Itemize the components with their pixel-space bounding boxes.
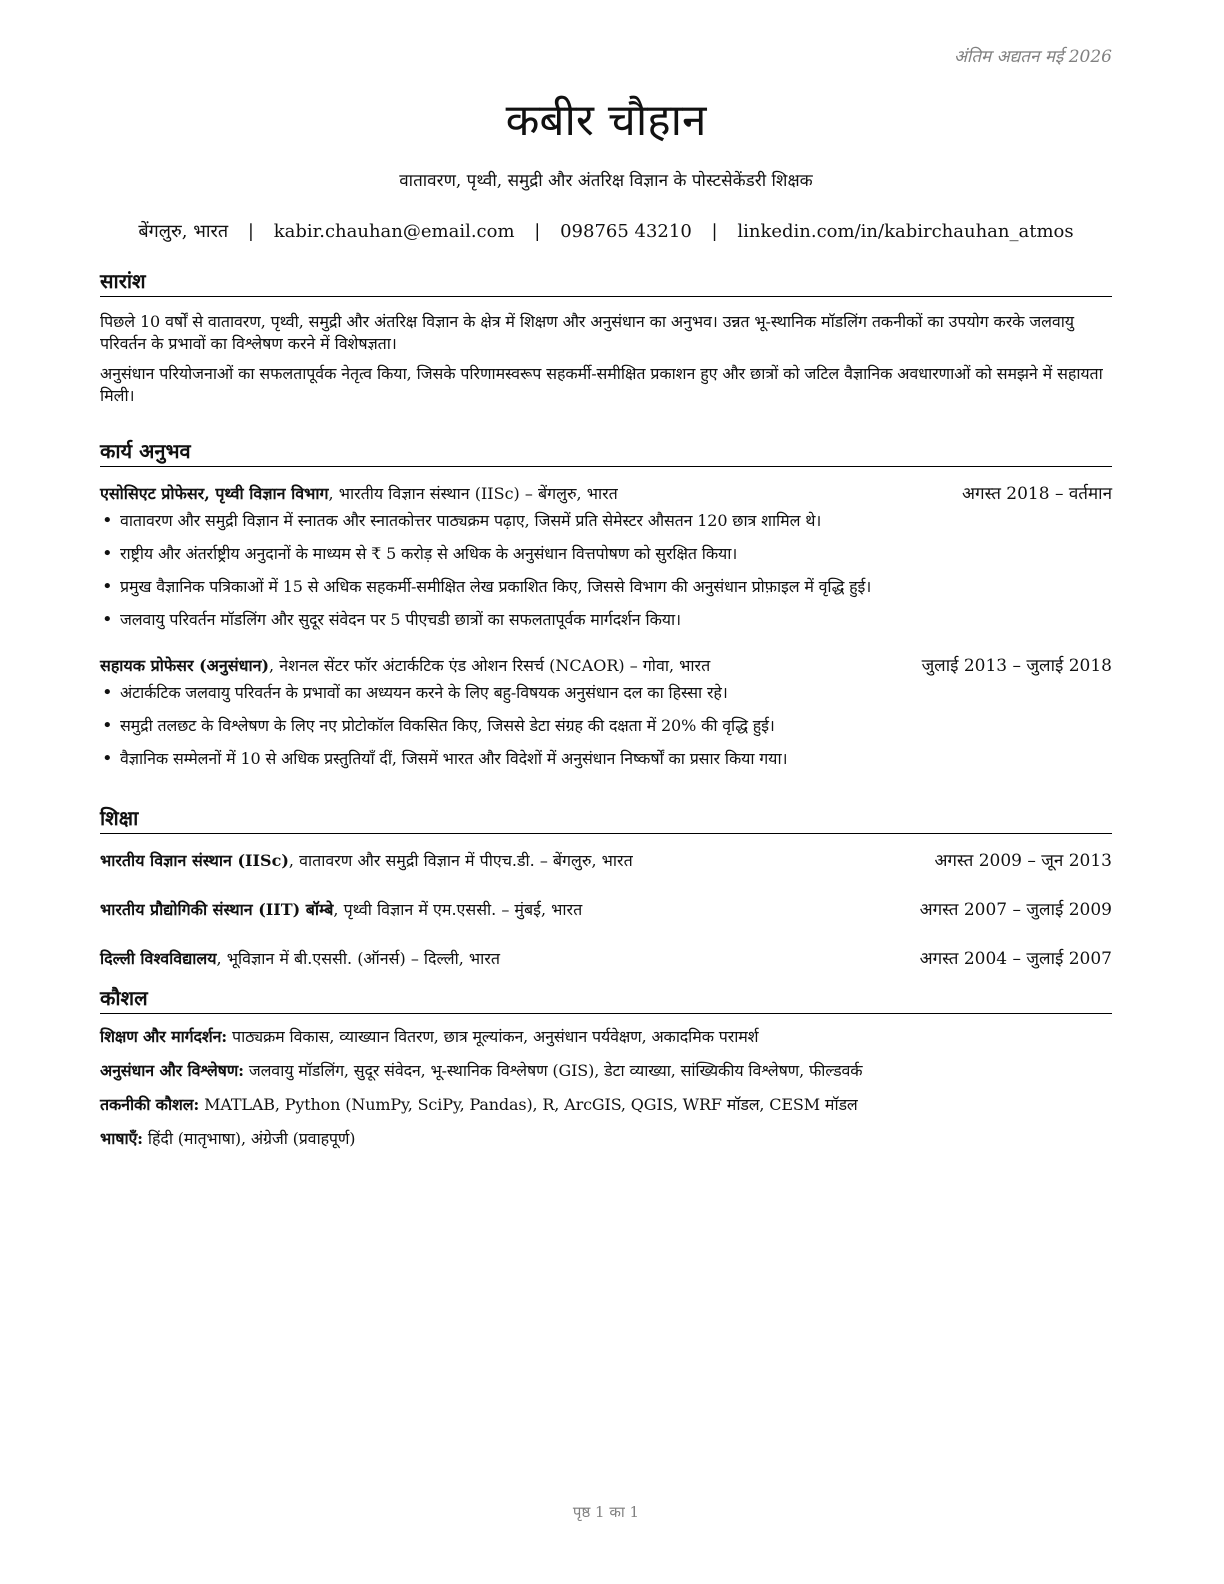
education-dates: अगस्त 2009 – जून 2013 — [934, 851, 1112, 871]
job-bullet: • प्रमुख वैज्ञानिक पत्रिकाओं में 15 से अधिक सहकर्मी-समीक्षित लेख प्रकाशित किए, जिससे विभाग की अनुसंधान प्रोफ़ाइल में वृद्धि हुई। — [100, 576, 1112, 598]
contact-line — [100, 219, 1112, 243]
skill-label: अनुसंधान और विश्लेषण: — [100, 1061, 244, 1080]
job-bullet: • राष्ट्रीय और अंतर्राष्ट्रीय अनुदानों के माध्यम से ₹ 5 करोड़ से अधिक के अनुसंधान वित्तपोषण को सुरक्षित किया। — [100, 543, 1112, 565]
education-dates: अगस्त 2007 – जुलाई 2009 — [919, 900, 1112, 920]
skill-label: शिक्षण और मार्गदर्शन: — [100, 1027, 228, 1046]
contact-separator: | — [247, 221, 254, 242]
job-bullet: • वैज्ञानिक सम्मेलनों में 10 से अधिक प्रस्तुतियाँ दीं, जिसमें भारत और विदेशों में अनुसंधान निष्कर्षों का प्रसार किया गया। — [100, 748, 1112, 770]
education-item — [100, 848, 1112, 871]
education-section — [100, 805, 1112, 969]
skill-value: MATLAB, Python (NumPy, SciPy, Pandas), R, ArcGIS, QGIS, WRF मॉडल, CESM मॉडल — [199, 1095, 858, 1114]
job-bullet: • समुद्री तलछट के विश्लेषण के लिए नए प्रोटोकॉल विकसित किए, जिससे डेटा संग्रह की दक्षता में 20% की वृद्धि हुई। — [100, 715, 1112, 737]
job-bullet: • वातावरण और समुद्री विज्ञान में स्नातक और स्नातकोत्तर पाठ्यक्रम पढ़ाए, जिसमें प्रति सेमेस्टर औसतन 120 छात्र शामिल थे। — [100, 510, 1112, 532]
contact-phone[interactable]: 098765 43210 — [560, 221, 692, 242]
education-detail: , वातावरण और समुद्री विज्ञान में पीएच.डी. – बेंगलुरु, भारत — [288, 851, 633, 870]
resume-page — [100, 0, 1112, 1584]
skill-label: भाषाएँ: — [100, 1129, 143, 1148]
skill-value: पाठ्यक्रम विकास, व्याख्यान वितरण, छात्र मूल्यांकन, अनुसंधान पर्यवेक्षण, अकादमिक परामर्श — [227, 1027, 759, 1046]
skill-line — [100, 1026, 1112, 1048]
contact-location: बेंगलुरु, भारत — [138, 221, 229, 242]
summary-section — [100, 268, 1112, 407]
job-bullets — [100, 510, 1112, 631]
job-dates: जुलाई 2013 – जुलाई 2018 — [921, 656, 1112, 676]
section-title-education: शिक्षा — [100, 805, 1112, 834]
job-org: , भारतीय विज्ञान संस्थान (IISc) – बेंगलुरु, भारत — [328, 484, 618, 503]
summary-paragraph: अनुसंधान परियोजनाओं का सफलतापूर्वक नेतृत्व किया, जिसके परिणामस्वरूप सहकर्मी-समीक्षित प्रकाशन हुए और छात्रों को जटिल वैज्ञानिक अवधारणाओं को समझने में सहायता मिली। — [100, 364, 1103, 405]
job-role: एसोसिएट प्रोफेसर, पृथ्वी विज्ञान विभाग — [100, 484, 329, 503]
experience-section — [100, 438, 1112, 781]
contact-linkedin-link[interactable]: linkedin.com/in/kabirchauhan_atmos — [737, 221, 1074, 242]
job-org: , नेशनल सेंटर फॉर अंटार्कटिक एंड ओशन रिसर्च (NCAOR) – गोवा, भारत — [269, 656, 711, 675]
skill-line — [100, 1128, 1112, 1150]
education-item — [100, 897, 1112, 920]
job-bullets — [100, 682, 1112, 770]
page-number: पृष्ठ 1 का 1 — [572, 1503, 640, 1521]
section-title-experience: कार्य अनुभव — [100, 438, 1112, 467]
job-role: सहायक प्रोफेसर (अनुसंधान) — [100, 656, 270, 675]
education-item — [100, 946, 1112, 969]
skill-value: जलवायु मॉडलिंग, सुदूर संवेदन, भू-स्थानिक विश्लेषण (GIS), डेटा व्याख्या, सांख्यिकीय विश्लेषण, फील्डवर्क — [243, 1061, 863, 1080]
skill-value: हिंदी (मातृभाषा), अंग्रेजी (प्रवाहपूर्ण) — [142, 1129, 356, 1148]
job-bullet: • अंटार्कटिक जलवायु परिवर्तन के प्रभावों का अध्ययन करने के लिए बहु-विषयक अनुसंधान दल का हिस्सा रहे। — [100, 682, 1112, 704]
education-institution: भारतीय विज्ञान संस्थान (IISc) — [100, 851, 289, 870]
candidate-title: वातावरण, पृथ्वी, समुद्री और अंतरिक्ष विज्ञान के पोस्टसेकेंडरी शिक्षक — [399, 171, 813, 191]
summary-paragraph: पिछले 10 वर्षों से वातावरण, पृथ्वी, समुद्री और अंतरिक्ष विज्ञान के क्षेत्र में शिक्षण और अनुसंधान का अनुभव। उन्नत भू-स्थानिक मॉडलिंग तकनीकों का उपयोग करके जलवायु परिवर्तन के प्रभावों का विश्लेषण करने में विशेषज्ञता। — [100, 312, 1074, 353]
candidate-name: कबीर चौहान — [505, 95, 707, 146]
skill-line — [100, 1060, 1112, 1082]
contact-separator: | — [711, 221, 718, 242]
skill-label: तकनीकी कौशल: — [100, 1095, 200, 1114]
education-institution: भारतीय प्रौद्योगिकी संस्थान (IIT) बॉम्बे — [100, 900, 334, 919]
last-updated: अंतिम अद्यतन मई 2026 — [953, 47, 1112, 67]
skills-section — [100, 985, 1112, 1150]
job-header — [100, 481, 1112, 504]
job-bullet: • जलवायु परिवर्तन मॉडलिंग और सुदूर संवेदन पर 5 पीएचडी छात्रों का सफलतापूर्वक मार्गदर्शन किया। — [100, 609, 1112, 631]
education-dates: अगस्त 2004 – जुलाई 2007 — [919, 949, 1112, 969]
section-title-skills: कौशल — [100, 985, 1112, 1014]
contact-email-link[interactable]: kabir.chauhan@email.com — [273, 221, 515, 242]
contact-separator: | — [534, 221, 541, 242]
skill-line — [100, 1094, 1112, 1116]
education-detail: , पृथ्वी विज्ञान में एम.एससी. – मुंबई, भारत — [333, 900, 583, 919]
section-title-summary: सारांश — [100, 268, 1112, 297]
job-header — [100, 653, 1112, 676]
job-dates: अगस्त 2018 – वर्तमान — [962, 484, 1112, 504]
education-institution: दिल्ली विश्वविद्यालय — [100, 949, 217, 968]
education-detail: , भूविज्ञान में बी.एससी. (ऑनर्स) – दिल्ली, भारत — [216, 949, 500, 968]
